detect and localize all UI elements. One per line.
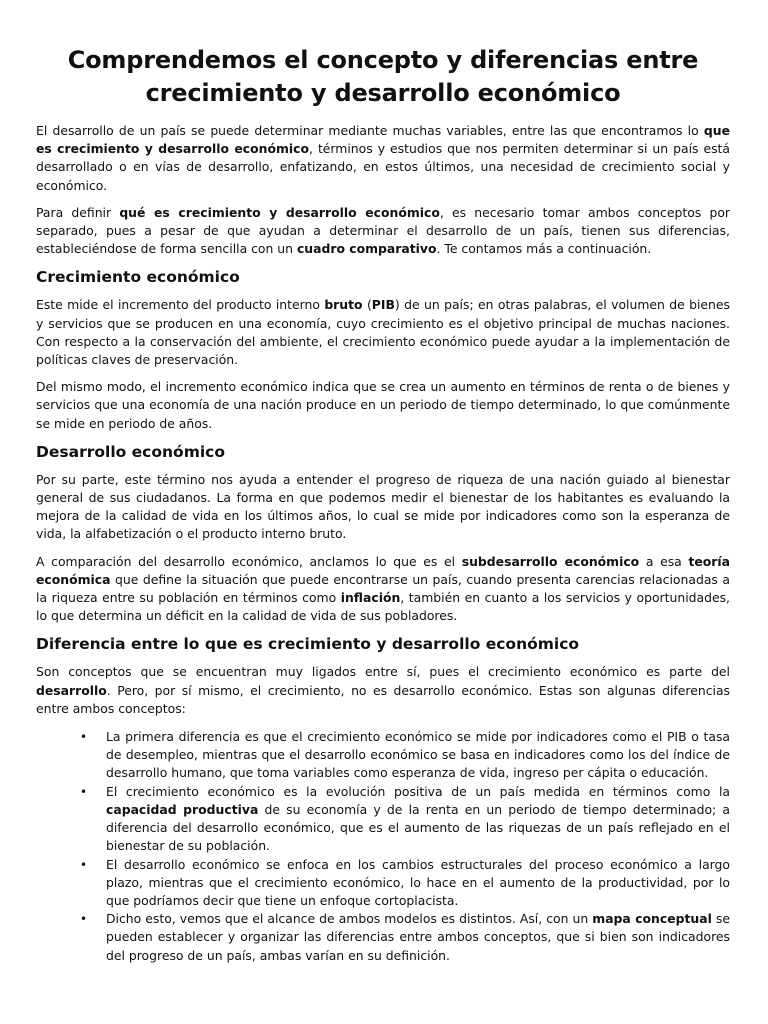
list-item-text — [106, 857, 730, 908]
section-heading: Crecimiento económico — [36, 268, 240, 287]
bold-text-run: desarrollo — [36, 682, 107, 698]
section-crecimiento — [36, 267, 730, 432]
intro — [36, 122, 730, 258]
list-item — [80, 728, 730, 783]
text-run: ) de un país; en otras palabras, el volumen de bienes y servicios que se producen en una economía, cuyo crecimiento es el objetivo principal de muchas naciones. Con respecto a la conservación del ambiente, el crecimiento económico puede ayudar a la implementación de políticas claves de preservación. — [36, 297, 730, 368]
list-item-text — [106, 784, 730, 854]
text-run: El desarrollo económico se enfoca en los cambios estructurales del proceso económico a largo plazo, mientras que el crecimiento económico, lo hace en el aumento de la productividad, por lo que podríamos decir que tiene un enfoque cortoplacista. — [106, 856, 730, 908]
bold-text-run: teoría económica — [36, 553, 730, 587]
bold-text-run: cuadro comparativo — [296, 241, 437, 257]
bullet-icon: • — [80, 784, 88, 799]
text-run: Dicho esto, vemos que el alcance de ambos modelos es distintos. Así, con un — [106, 911, 593, 927]
bold-text-run: inflación — [340, 590, 401, 606]
text-run: Del mismo modo, el incremento económico indica que se crea un aumento en términos de renta o de bienes y servicios que una economía de una nación produce en un periodo de tiempo determinado, lo que comúnmente se mide en periodo de años. — [36, 379, 730, 431]
section-paragraph — [36, 553, 730, 626]
list-item-text — [106, 911, 730, 962]
section-heading: Desarrollo económico — [36, 442, 226, 461]
section-paragraph — [36, 296, 730, 369]
bold-text-run: qué es crecimiento y desarrollo económico — [119, 204, 440, 220]
text-run: , términos y estudios que nos permiten determinar si un país está desarrollado o en vías de desarrollo, enfatizando, en estos últimos, una necesidad de crecimiento social y económico. — [36, 141, 730, 193]
bullet-icon: • — [80, 857, 88, 872]
list-item — [80, 856, 730, 911]
bold-text-run: bruto — [324, 297, 363, 313]
section-desarrollo — [36, 442, 730, 626]
intro-paragraph — [36, 204, 730, 259]
section-paragraph — [36, 378, 730, 433]
list-item-text — [106, 729, 730, 780]
bullet-icon: • — [80, 912, 88, 927]
section-paragraph — [36, 663, 730, 718]
text-run: se pueden establecer y organizar las diferencias entre ambos conceptos, que si bien son indicadores del progreso de un país, ambas varían en su definición. — [106, 911, 730, 963]
text-run: Para definir — [36, 204, 120, 220]
text-run: A comparación del desarrollo económico, anclamos lo que es el — [36, 553, 462, 569]
differences-list — [36, 728, 730, 965]
text-run: de su economía y de la renta en un periodo de tiempo determinado; a diferencia del desarrollo económico, que es el aumento de las riquezas de un país reflejado en el bienestar de su población. — [106, 801, 730, 854]
intro-paragraph — [36, 122, 730, 195]
bold-text-run: que es crecimiento y desarrollo económico — [36, 123, 730, 157]
text-run: Son conceptos que se encuentran muy ligados entre sí, pues el crecimiento económico es parte del — [36, 664, 730, 680]
text-run: . Te contamos más a continuación. — [436, 241, 652, 257]
text-run: El crecimiento económico es la evolución positiva de un país medida en términos como la — [106, 783, 730, 799]
bold-text-run: mapa conceptual — [592, 911, 712, 927]
list-item — [80, 783, 730, 856]
text-run: a esa — [639, 553, 689, 569]
document-page — [36, 44, 730, 965]
bold-text-run: subdesarrollo económico — [461, 553, 640, 569]
list-item — [80, 910, 730, 965]
section-paragraph — [36, 471, 730, 544]
section-heading: Diferencia entre lo que es crecimiento y desarrollo económico — [36, 635, 580, 654]
text-run: Este mide el incremento del producto interno — [36, 297, 325, 313]
bold-text-run: capacidad productiva — [106, 801, 259, 817]
section-diferencia — [36, 634, 730, 964]
text-run: . Pero, por sí mismo, el crecimiento, no es desarrollo económico. Estas son algunas diferencias entre ambos conceptos: — [36, 682, 730, 716]
document-title: Comprendemos el concepto y diferencias entre crecimiento y desarrollo económico — [67, 46, 699, 107]
text-run: que define la situación que puede encontrarse un país, cuando presenta carencias relacionadas a la riqueza entre su población en términos como — [36, 571, 730, 606]
text-run: La primera diferencia es que el crecimiento económico se mide por indicadores como el PIB o tasa de desempleo, mientras que el desarrollo económico se basa en indicadores como los del índice de desarrollo humano, que toma variables como esperanza de vida, ingreso per cápita o educación. — [106, 729, 730, 781]
text-run: , es necesario tomar ambos conceptos por separado, pues a pesar de que ayudan a determinar el desarrollo de un país, tienen sus diferencias, estableciéndose de forma sencilla con un — [36, 204, 730, 257]
bold-text-run: PIB — [371, 297, 395, 313]
text-run: , también en cuanto a los servicios y oportunidades, lo que determina un déficit en la calidad de vida de sus pobladores. — [36, 590, 730, 624]
text-run: El desarrollo de un país se puede determinar mediante muchas variables, entre las que encontramos lo — [36, 123, 704, 138]
bullet-icon: • — [80, 730, 88, 745]
text-run: ( — [362, 297, 372, 313]
text-run: Por su parte, este término nos ayuda a entender el progreso de riqueza de una nación guiado al bienestar general de sus ciudadanos. La forma en que podemos medir el bienestar de los habitantes es evaluando la mejora de la calidad de vida en los últimos años, lo cual se mide por indicadores como son la esperanza de vida, la alfabetización o el producto interno bruto. — [36, 471, 730, 542]
